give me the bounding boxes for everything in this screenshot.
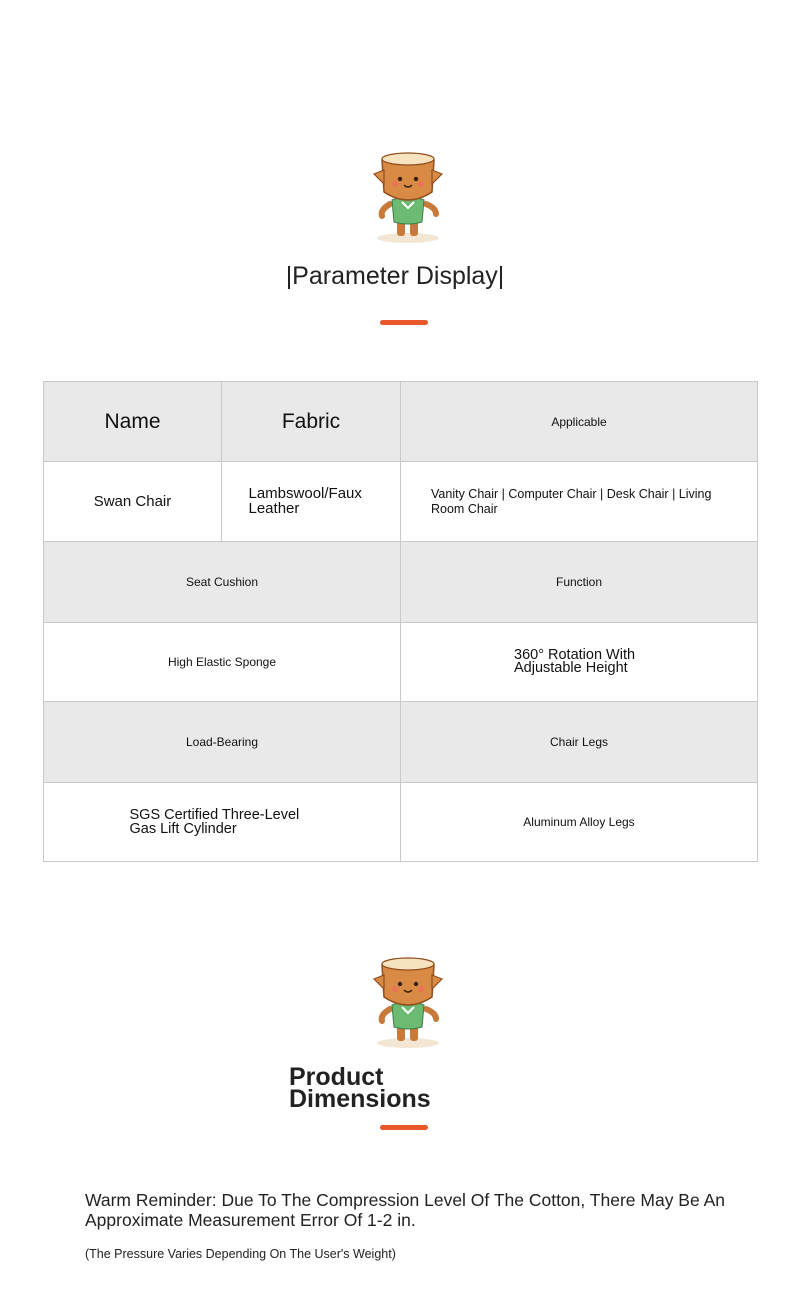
table-row (44, 623, 758, 702)
pressure-note: (The Pressure Varies Depending On The User's Weight) (85, 1247, 396, 1261)
value-name: Swan Chair (44, 462, 222, 542)
value-chair-legs: Aluminum Alloy Legs (401, 783, 758, 862)
value-seat-cushion: High Elastic Sponge (44, 623, 401, 702)
title-underline (380, 1125, 428, 1130)
value-load-bearing: SGS Certified Three-Level Gas Lift Cylinder (129, 806, 300, 837)
header-name: Name (44, 382, 222, 462)
section-title-product-dimensions: Product Dimensions (289, 1063, 431, 1113)
value-fabric-cell (222, 462, 401, 542)
table-row (44, 542, 758, 623)
value-function: 360° Rotation With Adjustable Height (514, 646, 636, 676)
warm-reminder-text: Warm Reminder: Due To The Compression Level Of The Cotton, There May Be An Approximate Measurement Error Of 1-2 in. (85, 1190, 726, 1230)
value-applicable: Vanity Chair | Computer Chair | Desk Chair | Living Room Chair (431, 486, 712, 516)
header-chair-legs: Chair Legs (401, 702, 758, 783)
value-function-cell (401, 623, 758, 702)
parameter-table (43, 381, 758, 862)
section-title-parameter-display: |Parameter Display| (285, 262, 505, 290)
value-load-bearing-cell (44, 783, 401, 862)
value-applicable-cell (401, 462, 758, 542)
header-function: Function (401, 542, 758, 623)
header-applicable: Applicable (401, 382, 758, 462)
mascot-illustration (368, 146, 448, 246)
header-seat-cushion: Seat Cushion (44, 542, 401, 623)
table-row (44, 783, 758, 862)
title-underline (380, 320, 428, 325)
mascot-illustration (368, 951, 448, 1051)
table-row (44, 702, 758, 783)
table-row (44, 462, 758, 542)
header-load-bearing: Load-Bearing (44, 702, 401, 783)
header-fabric: Fabric (222, 382, 401, 462)
table-row (44, 382, 758, 462)
value-fabric: Lambswool/Faux Leather (248, 485, 362, 517)
